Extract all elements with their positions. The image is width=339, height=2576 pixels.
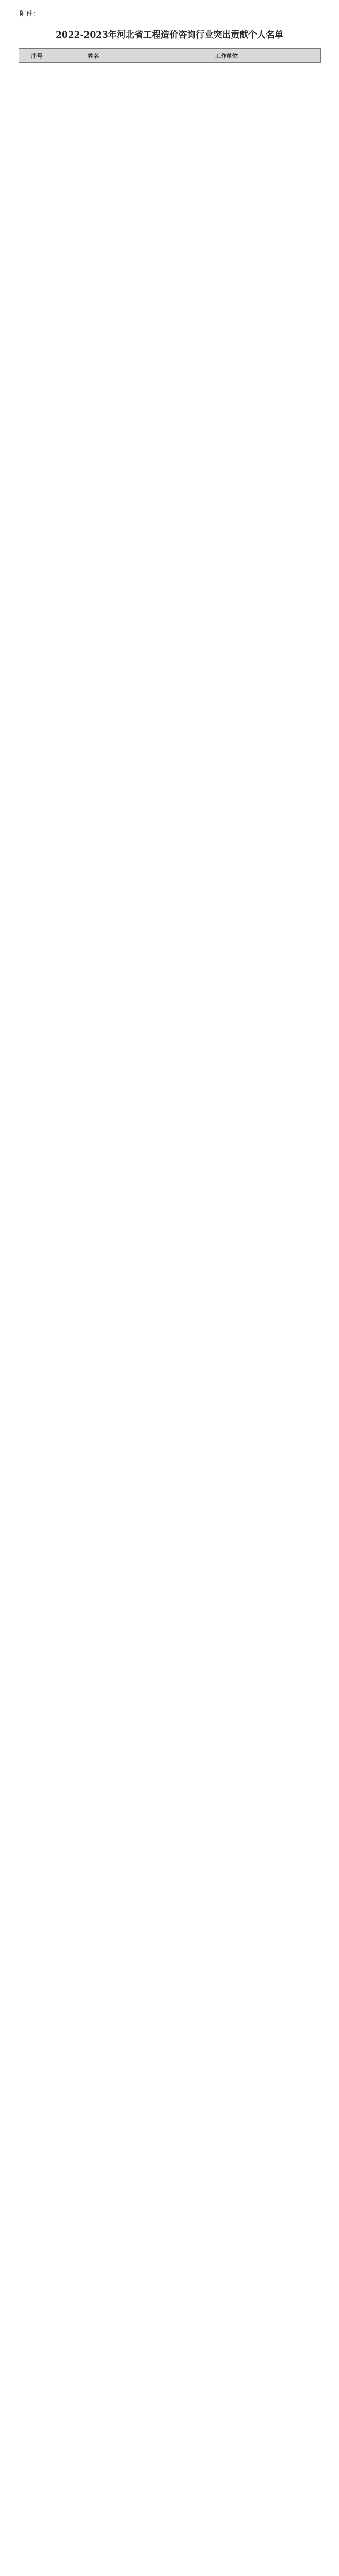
column-header-name: 姓名 [55, 49, 132, 63]
attachment-label: 附件： [20, 10, 40, 18]
column-header-employer: 工作单位 [132, 49, 321, 63]
table-header-row [19, 49, 321, 63]
honor-list-table [19, 48, 321, 63]
page-title: 2022-2023年河北省工程造价咨询行业突出贡献个人名单 [56, 30, 283, 40]
column-header-index: 序号 [19, 49, 55, 63]
